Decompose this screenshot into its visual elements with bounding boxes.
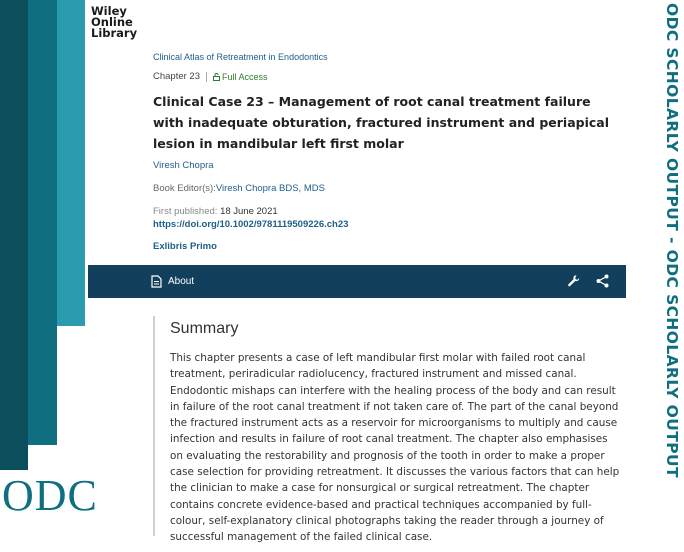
editor-link[interactable]: Viresh Chopra BDS, MDS	[215, 183, 325, 194]
full-access-label: Full Access	[222, 71, 268, 82]
summary-section	[153, 316, 625, 544]
exlibris-primo-link[interactable]: Exlibris Primo	[153, 241, 217, 252]
full-access-badge	[213, 72, 268, 82]
odc-logo: ODC	[2, 471, 98, 520]
wiley-online-library-logo[interactable]	[91, 6, 137, 39]
summary-heading: Summary	[170, 320, 239, 337]
doi-link[interactable]: https://doi.org/10.1002/9781119509226.ch23	[153, 219, 349, 230]
chapter-number: Chapter 23	[153, 71, 201, 82]
first-published	[153, 206, 278, 217]
vertical-banner-text: ODC SCHOLARLY OUTPUT - ODC SCHOLARLY OUTPUT	[663, 3, 681, 478]
chapter-info	[153, 71, 268, 82]
logo-line-2: Online	[91, 15, 133, 29]
published-label: First published:	[153, 206, 218, 217]
book-editors	[153, 183, 325, 194]
share-icon[interactable]	[596, 274, 609, 288]
article-navbar	[88, 265, 626, 298]
wrench-icon[interactable]	[567, 274, 581, 288]
editor-label: Book Editor(s):	[153, 183, 216, 194]
about-tab[interactable]	[151, 265, 194, 298]
logo-line-3: Library	[91, 26, 138, 40]
summary-text: This chapter presents a case of left mandibular first molar with failed root canal treatment, periradicular radiolucency, fractured instrument and missed canal. Endodontic mishaps can interfere with the healing process of the body and can result in failure of the root canal treatment if not taken care of. The part of the canal beyond the fractured instrument acts as a reservoir for microorganisms to multiply and cause infection and results in failure of root canal treatment. The chapter also emphasises on evaluating the restorability and prognosis of the tooth in order to make a proper case selection for providing retreatment. It discusses the various factors that can help the clinician to make a case for nonsurgical or surgical retreatment. The chapter contains concrete evidence-based and practical techniques accompanied by full-colour, self-explanatory clinical photographs taking the reader through a journey of successful management of the failed clinical case.	[170, 352, 620, 544]
logo-line-1: Wiley	[91, 4, 127, 18]
book-title-link[interactable]: Clinical Atlas of Retreatment in Endodontics	[153, 52, 328, 62]
lock-open-icon	[213, 73, 220, 81]
article-title: Clinical Case 23 – Management of root canal treatment failure with inadequate obturation, fractured instrument and periapical lesion in mandibular left first molar	[153, 94, 610, 151]
decorative-bar-light	[57, 0, 85, 326]
author-link[interactable]: Viresh Chopra	[153, 160, 214, 171]
decorative-bar-medium	[28, 0, 57, 445]
vertical-banner	[658, 0, 684, 552]
decorative-bar-dark	[0, 0, 28, 470]
divider	[206, 72, 207, 82]
published-date: 18 June 2021	[220, 206, 278, 217]
document-icon	[151, 275, 162, 288]
about-label: About	[168, 276, 195, 287]
